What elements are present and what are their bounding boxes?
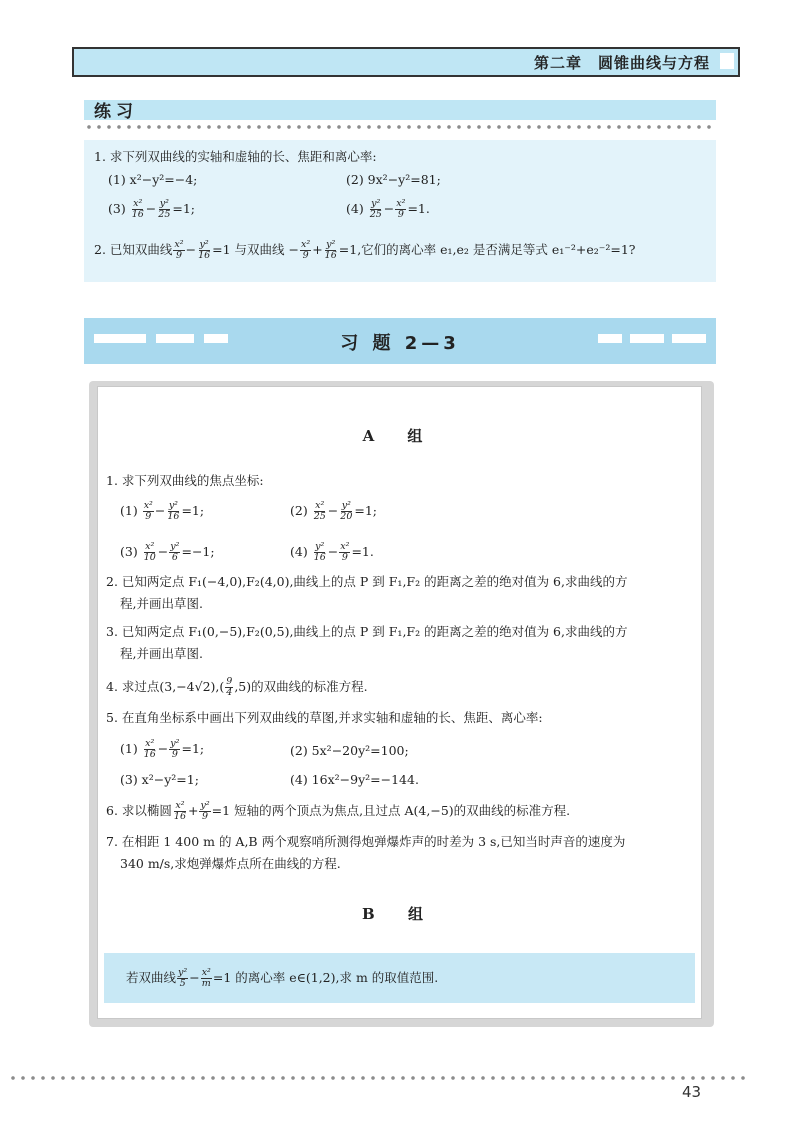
- page-number: 43: [682, 1083, 702, 1101]
- banner-decoration: [672, 334, 706, 343]
- practice-question-1: 1. 求下列双曲线的实轴和虚轴的长、焦距和离心率:: [94, 149, 377, 164]
- fraction: $\frac{\text{y²}}{16}$: [313, 541, 326, 563]
- group-b-heading: B 组: [362, 905, 437, 923]
- practice-q1-item-3: (3) $\frac{\text{x²}}{16}$ − $\frac{\text{y²}}{25}$ =1;: [108, 198, 196, 220]
- fraction: $\frac{\text{x²}}{9}$: [301, 239, 311, 261]
- fraction: $\frac{\text{y²}}{25}$: [369, 198, 382, 220]
- item-label: (3): [108, 201, 126, 216]
- practice-title-bar: [84, 100, 716, 120]
- exercise-a5-item-1: (1) $\frac{\text{x²}}{16}$ − $\frac{\text{y²}}{9}$ =1;: [120, 738, 205, 760]
- exercise-title: 习 题 2—3: [340, 333, 460, 354]
- banner-decoration: [630, 334, 664, 343]
- fraction: $\frac{\text{x²}}{9}$: [143, 500, 153, 522]
- exercise-a-question-2-line-2: 程,并画出草图.: [120, 596, 203, 611]
- exercise-card: [97, 386, 702, 1019]
- fraction: $\frac{\text{y²}}{5}$: [178, 967, 188, 989]
- fraction: $\frac{\text{y²}}{16}$: [324, 239, 337, 261]
- fraction: $\frac{9}{4}$: [226, 676, 233, 698]
- fraction: $\frac{\text{y²}}{9}$: [200, 800, 210, 822]
- exercise-a1-item-1: (1) $\frac{\text{x²}}{9}$ − $\frac{\text{y²}}{16}$ =1;: [120, 500, 205, 522]
- fraction: $\frac{\text{x²}}{9}$: [174, 239, 184, 261]
- fraction: $\frac{\text{y²}}{16}$: [167, 500, 180, 522]
- practice-question-2: 2. 已知双曲线 $\frac{\text{x²}}{9}$ − $\frac{\text{y²}}{16}$ =1 与双曲线 − $\frac{\text{x²}}{9}$ + $\frac{\text{y²}}{16}$ =1,它们的离心率 e₁,e₂ 是否满足等式 e₁⁻²+e₂⁻²=1?: [94, 239, 636, 261]
- exercise-a-question-3-line-1: 3. 已知两定点 F₁(0,−5),F₂(0,5),曲线上的点 P 到 F₁,F₂ 的距离之差的绝对值为 6,求曲线的方: [106, 624, 628, 639]
- chapter-header: [72, 47, 740, 77]
- fraction: $\frac{\text{x²}}{9}$: [340, 541, 350, 563]
- exercise-a-question-7-line-2: 340 m/s,求炮弹爆炸点所在曲线的方程.: [120, 856, 341, 871]
- practice-q1-item-2: (2) 9x²−y²=81;: [346, 172, 441, 187]
- exercise-a-question-7-line-1: 7. 在相距 1 400 m 的 A,B 两个观察哨所测得炮弹爆炸声的时差为 3 s,已知当时声音的速度为: [106, 834, 626, 849]
- fraction: $\frac{\text{x²}}{16}$: [131, 198, 144, 220]
- practice-box: [84, 140, 716, 282]
- banner-decoration: [598, 334, 622, 343]
- group-a-heading: A 组: [362, 427, 437, 445]
- fraction: $\frac{\text{x²}}{m}$: [201, 967, 211, 989]
- chapter-title: 第二章 圆锥曲线与方程: [533, 54, 710, 72]
- fraction: $\frac{\text{y²}}{9}$: [170, 738, 180, 760]
- exercise-a1-item-4: (4) $\frac{\text{y²}}{16}$ − $\frac{\text{x²}}{9}$ =1.: [290, 541, 374, 563]
- exercise-a-question-4: 4. 求过点(3,−4√2),( $\frac{9}{4}$ ,5)的双曲线的标准方程.: [106, 676, 368, 698]
- exercise-banner: [84, 318, 716, 364]
- item-label: (4): [346, 201, 364, 216]
- exercise-b-question-1: 若双曲线 $\frac{\text{y²}}{5}$ − $\frac{\text{x²}}{m}$ =1 的离心率 e∈(1,2),求 m 的取值范围.: [126, 967, 439, 989]
- fraction: $\frac{\text{x²}}{16}$: [143, 738, 156, 760]
- fraction: $\frac{\text{x²}}{16}$: [173, 800, 186, 822]
- footer-dotted-divider: [8, 1075, 748, 1081]
- exercise-a1-item-2: (2) $\frac{\text{x²}}{25}$ − $\frac{\text{y²}}{20}$ =1;: [290, 500, 378, 522]
- exercise-a1-item-3: (3) $\frac{\text{x²}}{10}$ − $\frac{\text{y²}}{6}$ =−1;: [120, 541, 215, 563]
- exercise-a-question-2-line-1: 2. 已知两定点 F₁(−4,0),F₂(4,0),曲线上的点 P 到 F₁,F₂ 的距离之差的绝对值为 6,求曲线的方: [106, 574, 628, 589]
- practice-q1-item-1: (1) x²−y²=−4;: [108, 172, 198, 187]
- fraction: $\frac{\text{y²}}{16}$: [198, 239, 211, 261]
- exercise-a-question-1: 1. 求下列双曲线的焦点坐标:: [106, 473, 264, 488]
- practice-title: 练习: [94, 102, 138, 122]
- exercise-a-question-5: 5. 在直角坐标系中画出下列双曲线的草图,并求实轴和虚轴的长、焦距、离心率:: [106, 710, 543, 725]
- group-b-box: [104, 953, 695, 1003]
- fraction: $\frac{\text{x²}}{10}$: [143, 541, 156, 563]
- exercise-a-question-3-line-2: 程,并画出草图.: [120, 646, 203, 661]
- header-tab-decoration: [720, 53, 734, 69]
- fraction: $\frac{\text{y²}}{6}$: [170, 541, 180, 563]
- fraction: $\frac{\text{x²}}{9}$: [396, 198, 406, 220]
- fraction: $\frac{\text{y²}}{20}$: [340, 500, 353, 522]
- exercise-a-question-6: 6. 求以椭圆 $\frac{\text{x²}}{16}$ + $\frac{\text{y²}}{9}$ =1 短轴的两个顶点为焦点,且过点 A(4,−5)的双曲线的标准方程.: [106, 800, 571, 822]
- practice-q1-item-4: (4) $\frac{\text{y²}}{25}$ − $\frac{\text{x²}}{9}$ =1.: [346, 198, 430, 220]
- exercise-a5-item-3: (3) x²−y²=1;: [120, 772, 199, 787]
- dotted-divider: [84, 124, 716, 130]
- fraction: $\frac{\text{y²}}{25}$: [158, 198, 171, 220]
- exercise-a5-item-2: (2) 5x²−20y²=100;: [290, 743, 409, 758]
- fraction: $\frac{\text{x²}}{25}$: [313, 500, 326, 522]
- exercise-a5-item-4: (4) 16x²−9y²=−144.: [290, 772, 419, 787]
